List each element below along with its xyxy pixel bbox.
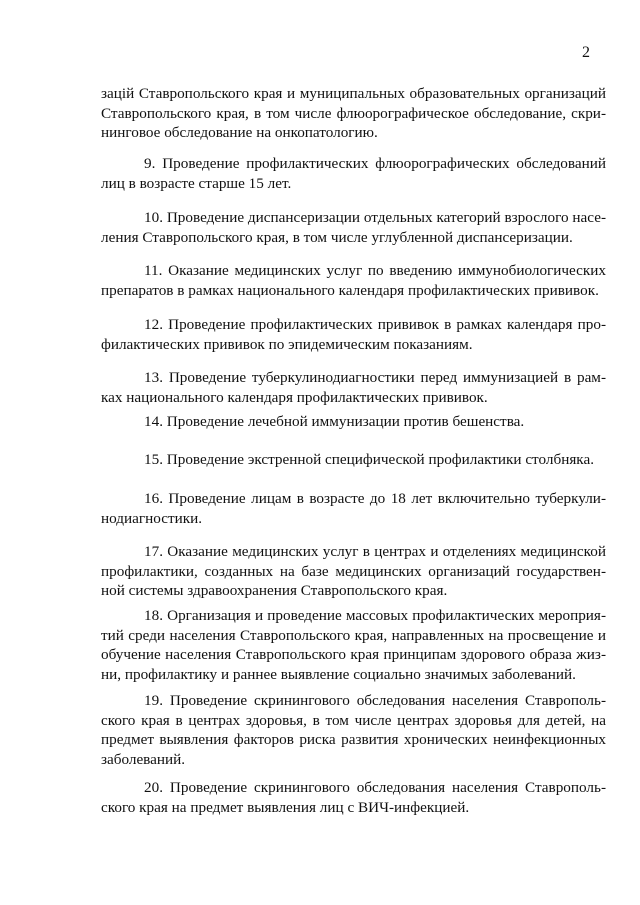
list-item-19: 19. Проведение скринингового обследования населения Ставропольского края в центрах здоровья, в том числе центрах здоровья для детей, на предмет выявления факторов риска развития хронических неинфекционных заболеваний. (101, 692, 606, 768)
list-item-10: 10. Проведение диспансеризации отдельных категорий взрослого населения Ставропольского края, в том числе углубленной диспансеризации. (101, 209, 606, 246)
list-item-17: 17. Оказание медицинских услуг в центрах и отделениях медицинской профилактики, созданных на базе медицинских организаций государственной системы здравоохранения Ставропольского края. (101, 543, 606, 599)
list-item-16: 16. Проведение лицам в возрасте до 18 лет включительно туберкулинодиагностики. (101, 490, 606, 527)
list-item-14: 14. Проведение лечебной иммунизации против бешенства. (144, 413, 525, 430)
list-item-11: 11. Оказание медицинских услуг по введению иммунобиологических препаратов в рамках национального календаря профилактических прививок. (101, 262, 606, 299)
list-item-15: 15. Проведение экстренной специфической профилактики столбняка. (144, 451, 594, 468)
list-item-20: 20. Проведение скринингового обследования населения Ставропольского края на предмет выявления лиц с ВИЧ-инфекцией. (101, 779, 606, 816)
list-item-18: 18. Организация и проведение массовых профилактических мероприятий среди населения Ставропольского края, направленных на просвещение и обучение населения Ставропольского края принципам здорового образа жизни, профилактику и раннее выявление социально значимых заболеваний. (101, 607, 606, 683)
list-item-9: 9. Проведение профилактических флюорографических обследований лиц в возрасте старше 15 лет. (101, 155, 606, 192)
page-number: 2 (582, 44, 590, 61)
continuation-paragraph: зацій Ставропольского края и муниципальных образовательных организаций Ставропольского края, в том числе флюорографическое обследование, скрининговое обследование на онкопатологию. (101, 85, 606, 141)
list-item-13: 13. Проведение туберкулинодиагностики перед иммунизацией в рамках национального календаря профилактических прививок. (101, 369, 606, 406)
list-item-12: 12. Проведение профилактических прививок в рамках календаря профилактических прививок по эпидемическим показаниям. (101, 316, 606, 353)
